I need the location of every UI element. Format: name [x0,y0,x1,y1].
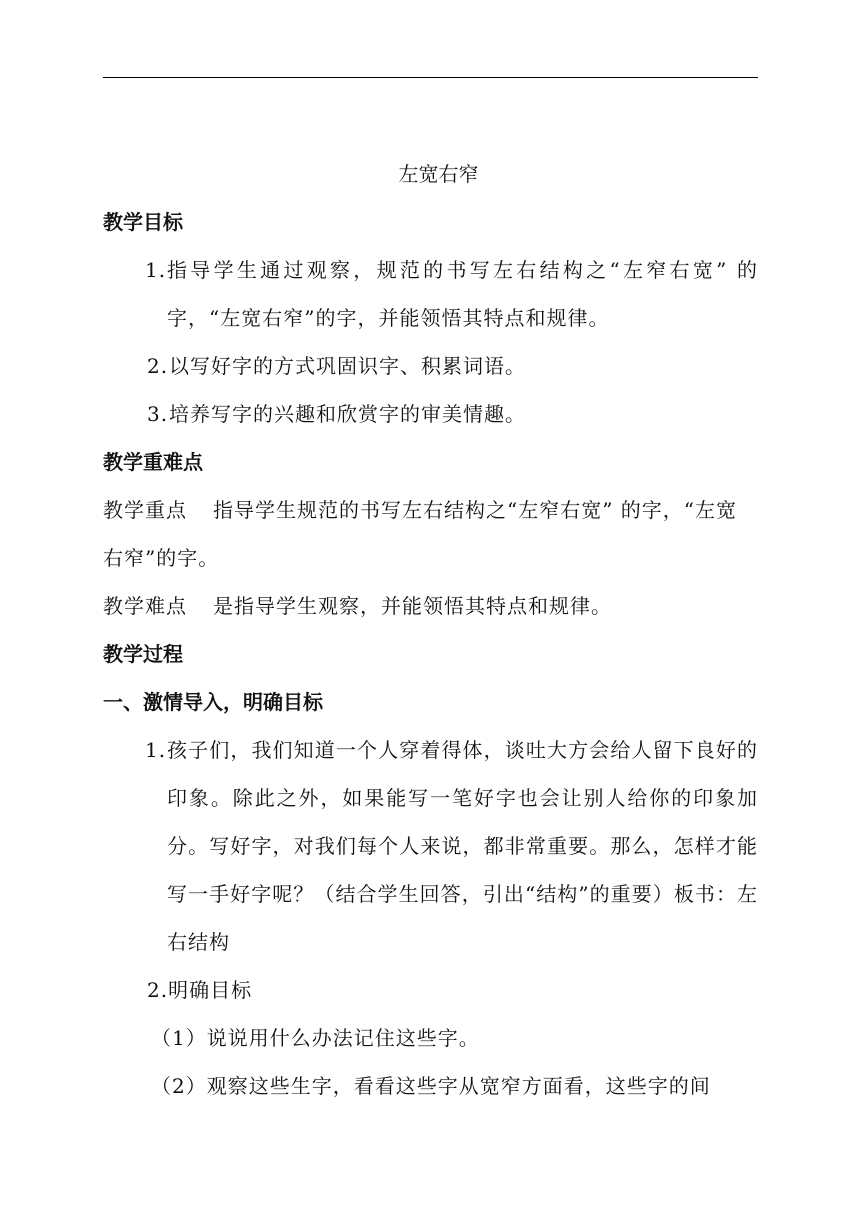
difficulty-paragraph [103,582,758,630]
sub-item: （2）观察这些生字，看看这些字从宽窄方面看，这些字的间 [151,1074,711,1098]
difficulty-text: 是指导学生观察，并能领悟其特点和规律。 [213,594,612,618]
process-item-text: 孩子们，我们知道一个人穿着得体，谈吐大方会给人留下良好的印象。除此之外，如果能写一笔好字也会让别人给你的印象加分。写好字，对我们每个人来说，都非常重要。那么，怎样才能写一手好字呢？（结合学生回答，引出“结构”的重要）板书：左右结构 [167,738,758,954]
focus-label: 教学重点 [103,498,187,522]
process-heading: 教学过程 [103,642,183,666]
key-points-heading: 教学重难点 [103,450,203,474]
objective-item [103,342,758,390]
objectives-heading: 教学目标 [103,210,183,234]
objective-text: 培养写字的兴趣和欣赏字的审美情趣。 [169,402,526,426]
document-page [103,150,758,1110]
objective-text: 指导学生通过观察，规范的书写左右结构之“左窄右宽” 的字，“左宽右窄”的字，并能领悟其特点和规律。 [167,258,758,330]
section1-heading: 一、激情导入，明确目标 [103,690,323,714]
objective-number: 3. [147,402,169,426]
objective-number: 2. [147,354,169,378]
objective-item [103,246,758,342]
document-title: 左宽右窄 [398,162,479,186]
header-rule [103,77,758,78]
focus-text: 指导学生规范的书写左右结构之“左窄右宽” 的字，“左宽右窄”的字。 [103,498,738,570]
sub-item: （1）说说用什么办法记住这些字。 [151,1026,480,1050]
difficulty-label: 教学难点 [103,594,187,618]
objective-item [103,390,758,438]
focus-paragraph [103,486,758,582]
process-item-2: 2.明确目标 [147,978,253,1002]
objective-number: 1. [145,258,167,282]
process-item [103,726,758,966]
objective-text: 以写好字的方式巩固识字、积累词语。 [169,354,526,378]
process-item-number: 1. [145,738,167,762]
